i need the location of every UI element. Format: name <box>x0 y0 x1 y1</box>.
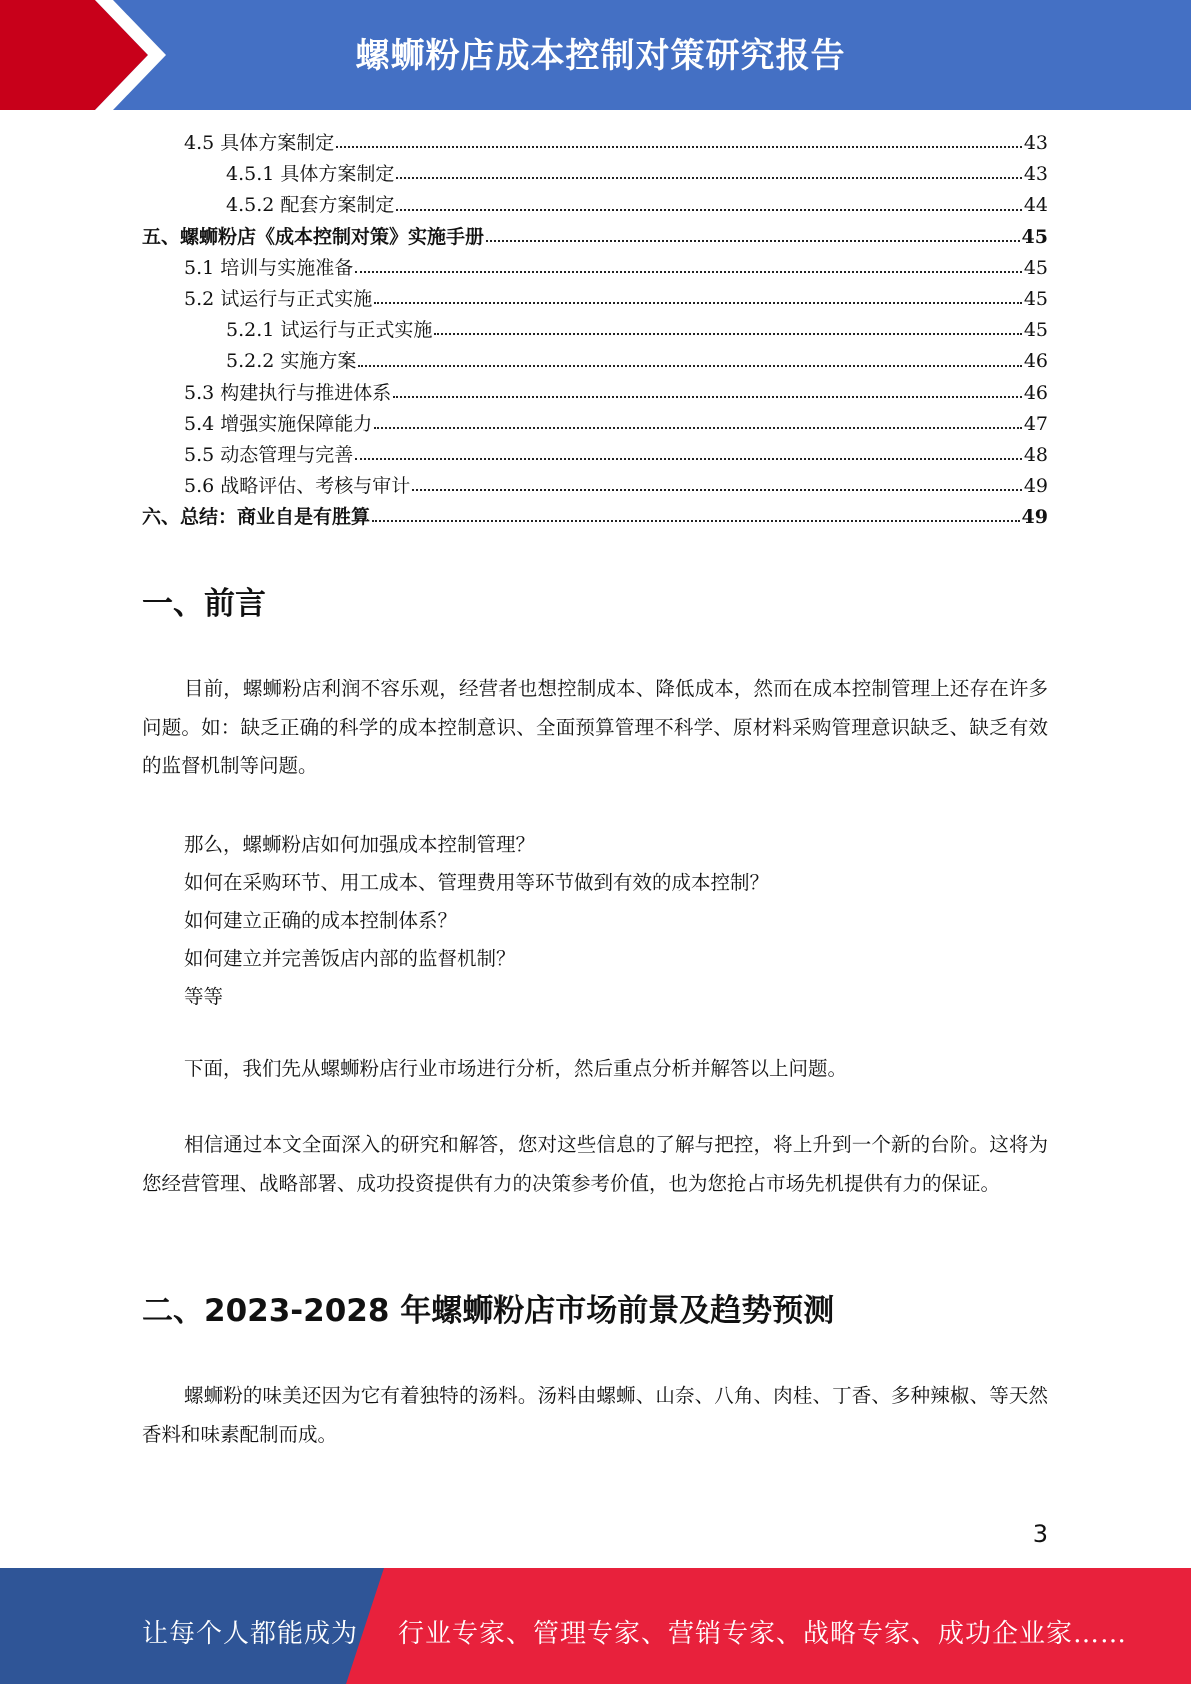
preface-paragraph-2: 下面，我们先从螺蛳粉店行业市场进行分析，然后重点分析并解答以上问题。 <box>184 1057 848 1080</box>
toc-entry-label: 5.2 试运行与正式实施 <box>184 287 373 310</box>
toc-entry-label: 五、螺蛳粉店《成本控制对策》实施手册 <box>142 225 485 248</box>
footer-slogan-right: 行业专家、管理专家、营销专家、战略专家、成功企业家…… <box>398 1619 1128 1649</box>
toc-entry-page: 45 <box>1023 256 1048 279</box>
toc-dot-leader <box>374 302 1022 304</box>
toc-entry[interactable] <box>142 315 1048 346</box>
section-heading-market-outlook: 二、2023-2028 年螺蛳粉店市场前景及趋势预测 <box>142 1293 835 1329</box>
toc-dot-leader <box>336 146 1022 148</box>
toc-entry-page: 49 <box>1021 506 1048 529</box>
toc-dot-leader <box>396 177 1021 179</box>
footer-slogan-left: 让每个人都能成为 <box>142 1619 359 1649</box>
toc-entry[interactable] <box>142 346 1048 377</box>
page-number: 3 <box>1032 1520 1048 1548</box>
toc-entry-label: 六、总结：商业自是有胜算 <box>142 506 371 529</box>
toc-dot-leader <box>412 489 1022 491</box>
toc-entry-label: 5.3 构建执行与推进体系 <box>184 381 392 404</box>
question-line-4: 如何建立并完善饭店内部的监督机制？ <box>184 947 516 970</box>
toc-entry-page: 46 <box>1023 350 1048 373</box>
report-title: 螺蛳粉店成本控制对策研究报告 <box>355 36 846 76</box>
toc-entry[interactable] <box>142 502 1048 533</box>
toc-entry-label: 5.2.1 试运行与正式实施 <box>226 319 433 342</box>
toc-entry-label: 4.5 具体方案制定 <box>184 132 335 154</box>
toc-dot-leader <box>486 240 1020 242</box>
toc-entry-page: 48 <box>1023 443 1048 466</box>
toc-entry-page: 45 <box>1023 287 1048 310</box>
question-line-3: 如何建立正确的成本控制体系？ <box>184 909 458 932</box>
toc-entry-label: 4.5.2 配套方案制定 <box>226 194 395 217</box>
toc-entry-page: 46 <box>1023 381 1048 404</box>
preface-paragraph-1: 目前，螺蛳粉店利润不容乐观，经营者也想控制成本、降低成本，然而在成本控制管理上还存在许多问题。如：缺乏正确的科学的成本控制意识、全面预算管理不科学、原材料采购管理意识缺乏、缺乏有效的监督机制等问题。 <box>142 677 1048 777</box>
toc-entry[interactable] <box>142 471 1048 502</box>
toc-entry-page: 43 <box>1023 163 1048 186</box>
toc-entry[interactable] <box>142 190 1048 221</box>
toc-entry[interactable] <box>142 128 1048 159</box>
toc-dot-leader <box>358 365 1021 367</box>
toc-dot-leader <box>372 520 1020 522</box>
page-footer <box>0 1568 1191 1684</box>
toc-entry-label: 5.1 培训与实施准备 <box>184 256 354 279</box>
toc-entry-page: 44 <box>1023 194 1048 217</box>
question-line-1: 那么，螺蛳粉店如何加强成本控制管理？ <box>184 833 536 856</box>
toc-entry[interactable] <box>142 409 1048 440</box>
toc-entry[interactable] <box>142 378 1048 409</box>
question-line-2: 如何在采购环节、用工成本、管理费用等环节做到有效的成本控制？ <box>184 871 770 894</box>
toc-entry-page: 49 <box>1023 475 1048 498</box>
toc-entry[interactable] <box>142 222 1048 253</box>
toc-entry[interactable] <box>142 440 1048 471</box>
toc-entry-page: 45 <box>1023 319 1048 342</box>
section-heading-preface: 一、前言 <box>142 586 266 622</box>
market-paragraph-1: 螺蛳粉的味美还因为它有着独特的汤料。汤料由螺蛳、山奈、八角、肉桂、丁香、多种辣椒、等天然香料和味素配制而成。 <box>142 1384 1048 1446</box>
toc-entry[interactable] <box>142 159 1048 190</box>
toc-dot-leader <box>396 209 1021 211</box>
toc-entry-page: 43 <box>1023 132 1048 154</box>
toc-dot-leader <box>434 333 1021 335</box>
toc-entry-label: 5.6 战略评估、考核与审计 <box>184 475 411 498</box>
table-of-contents <box>142 128 1048 533</box>
toc-entry-page: 45 <box>1021 225 1048 248</box>
toc-dot-leader <box>355 458 1022 460</box>
toc-dot-leader <box>393 396 1022 398</box>
toc-dot-leader <box>355 271 1022 273</box>
toc-entry[interactable] <box>142 284 1048 315</box>
toc-dot-leader <box>374 427 1022 429</box>
toc-entry[interactable] <box>142 253 1048 284</box>
preface-paragraph-3: 相信通过本文全面深入的研究和解答，您对这些信息的了解与把控，将上升到一个新的台阶。这将为您经营管理、战略部署、成功投资提供有力的决策参考价值，也为您抢占市场先机提供有力的保证。 <box>142 1133 1048 1195</box>
toc-entry-page: 47 <box>1023 412 1048 435</box>
toc-entry-label: 5.5 动态管理与完善 <box>184 443 354 466</box>
question-line-5: 等等 <box>184 985 224 1008</box>
toc-entry-label: 5.4 增强实施保障能力 <box>184 412 373 435</box>
page-header <box>0 0 1191 110</box>
toc-entry-label: 5.2.2 实施方案 <box>226 350 357 373</box>
toc-entry-label: 4.5.1 具体方案制定 <box>226 163 395 186</box>
